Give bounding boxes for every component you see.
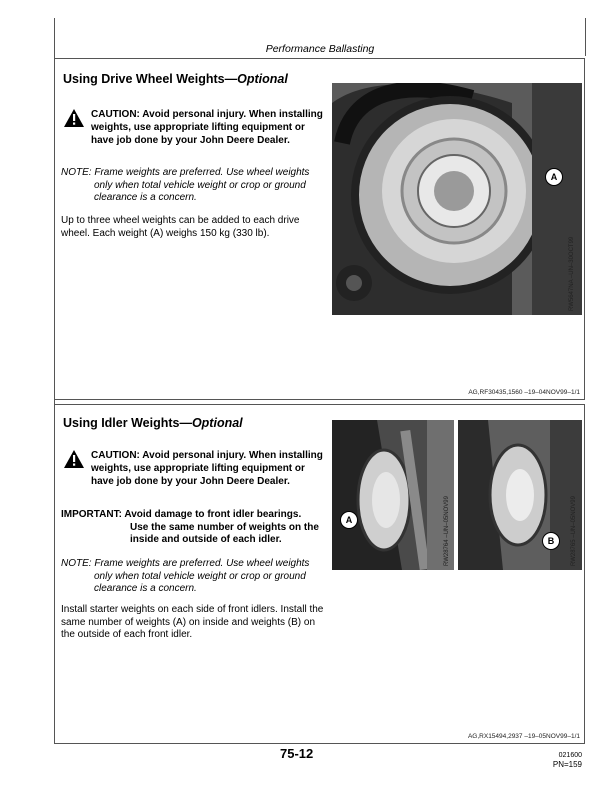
reference-code: AG,RF30435,1560 –19–04NOV99–1/1 <box>468 389 580 396</box>
warning-icon <box>63 449 85 469</box>
important-block <box>61 509 331 547</box>
section-drive-wheel-weights <box>54 58 585 400</box>
note-label: NOTE: <box>61 558 92 569</box>
warning-icon <box>63 108 85 128</box>
page-header: Performance Ballasting <box>265 43 375 55</box>
important-rest: Use the same number of weights on the inside and outside of each idler. <box>130 521 319 545</box>
body-text: Install starter weights on each side of front idlers. Install the same number of weights (A) on inside and weights (B) on the outside of each front idler. <box>61 604 324 640</box>
caution-block <box>63 449 323 504</box>
idler-inside-illustration <box>332 420 454 570</box>
reference-code: AG,RX15494,2937 –19–05NOV99–1/1 <box>467 733 580 740</box>
pn-number: PN=159 <box>552 760 582 769</box>
caution-block <box>63 108 323 163</box>
photo-code: RW5647NA –UN–30OCT99 <box>569 236 575 311</box>
drive-wheel-photo <box>332 83 582 315</box>
title-text: Using Drive Wheel Weights— <box>63 72 238 86</box>
important-label: IMPORTANT: <box>61 509 122 520</box>
callout-a: A <box>340 511 358 529</box>
idler-outside-illustration <box>458 420 582 570</box>
note-rest: only when total vehicle weight or crop or ground clearance is a concern. <box>94 570 306 594</box>
callout-b: B <box>542 532 560 550</box>
section-idler-weights <box>54 404 585 744</box>
note-rest: only when total vehicle weight or crop or ground clearance is a concern. <box>94 179 306 203</box>
idler-inside-photo <box>332 420 454 570</box>
body-text: Up to three wheel weights can be added to each drive wheel. Each weight (A) weighs 150 kg (330 lb). <box>61 215 300 239</box>
title-optional: Optional <box>191 416 243 430</box>
drive-wheel-illustration <box>332 83 582 315</box>
title-text: Using Idler Weights— <box>63 416 192 430</box>
section-title <box>63 72 288 86</box>
note-line1: Frame weights are preferred. Use wheel weights <box>94 167 310 178</box>
note-block <box>61 167 329 205</box>
note-line1: Frame weights are preferred. Use wheel weights <box>94 558 310 569</box>
callout-a: A <box>545 168 563 186</box>
page-number: 75-12 <box>280 746 314 761</box>
caution-text: CAUTION: Avoid personal injury. When installing weights, use appropriate lifting equipment or have job done by your John Deere Dealer. <box>91 109 323 146</box>
caution-text: CAUTION: Avoid personal injury. When installing weights, use appropriate lifting equipment or have job done by your John Deere Dealer. <box>91 450 323 487</box>
title-optional: Optional <box>237 72 288 86</box>
note-block <box>61 558 329 596</box>
photo-code-a: RW28764 –UN–05NOV99 <box>444 496 450 566</box>
photo-code-b: RW28765 –UN–05NOV99 <box>571 496 577 566</box>
section-title <box>63 416 243 430</box>
important-line1: Avoid damage to front idler bearings. <box>124 509 302 520</box>
idler-outside-photo <box>458 420 582 570</box>
note-label: NOTE: <box>61 167 92 178</box>
footer-code: 021600 <box>558 752 582 759</box>
